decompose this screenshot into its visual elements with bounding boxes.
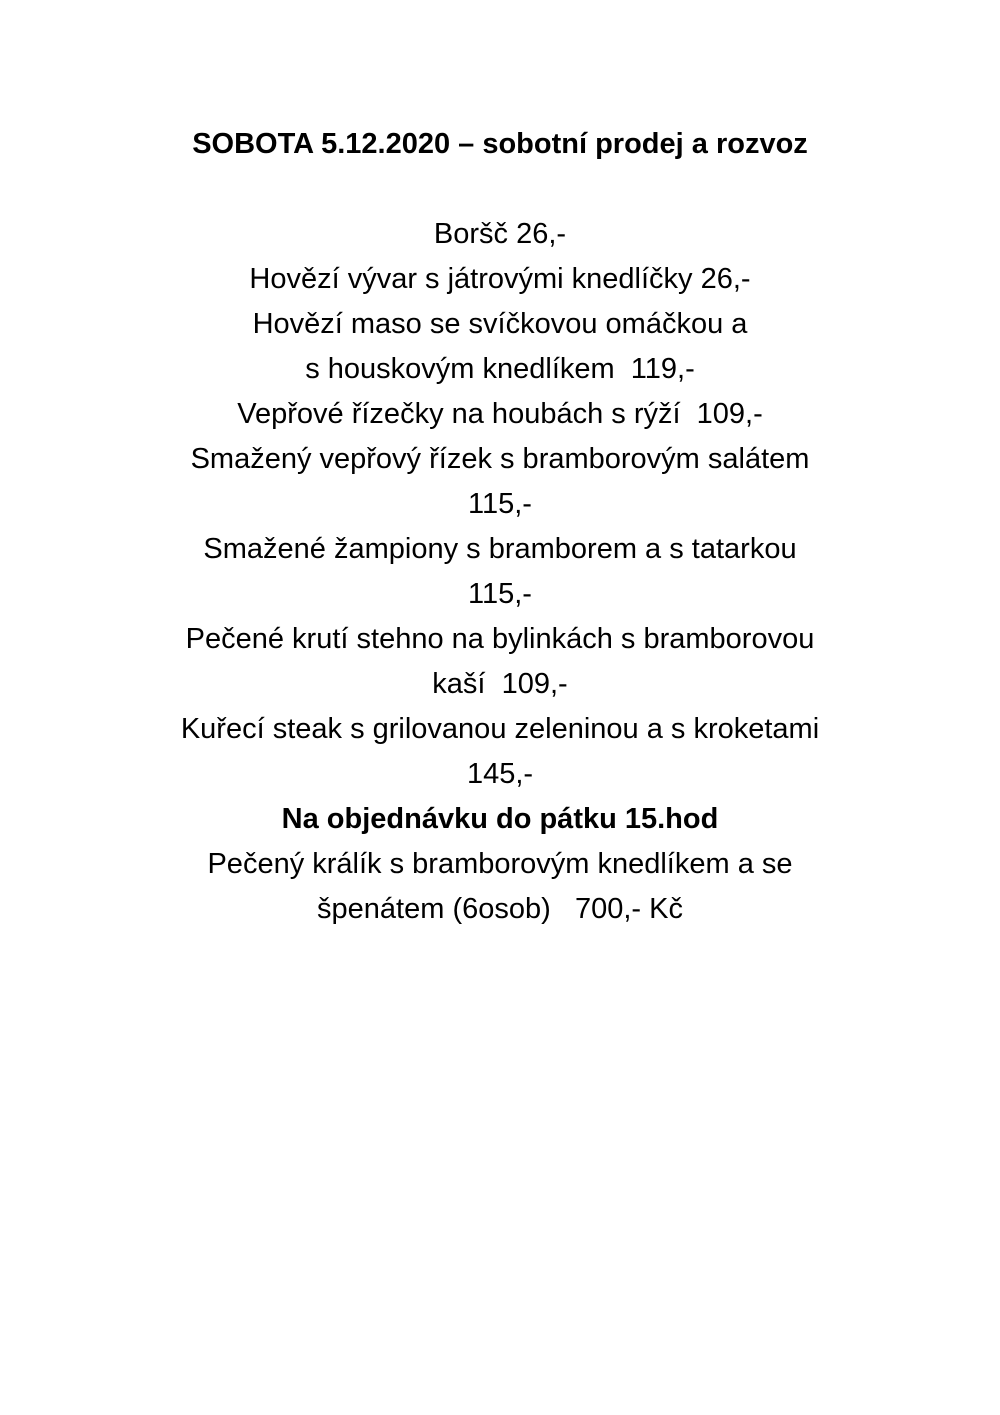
- menu-item-pork-cutlets: Vepřové řízečky na houbách s rýží 109,-: [237, 398, 763, 430]
- menu-list: [0, 212, 1000, 932]
- menu-item-schnitzel-line-1: Smažený vepřový řízek s bramborovým salátem: [190, 443, 810, 475]
- menu-item-beef-broth: Hovězí vývar s játrovými knedlíčky 26,-: [249, 263, 751, 295]
- menu-item-rabbit-line-2: špenátem (6osob) 700,- Kč: [317, 893, 683, 925]
- menu-item-mushrooms-price: 115,-: [468, 578, 532, 610]
- menu-item-svickova-line-2: s houskovým knedlíkem 119,-: [305, 353, 695, 385]
- menu-item-svickova-line-1: Hovězí maso se svíčkovou omáčkou a: [252, 308, 748, 340]
- menu-item-schnitzel-price: 115,-: [468, 488, 532, 520]
- menu-item-mushrooms-line-1: Smažené žampiony s bramborem a s tatarkou: [203, 533, 797, 565]
- menu-item-turkey-line-1: Pečené krutí stehno na bylinkách s bramborovou: [185, 623, 815, 655]
- page-title: SOBOTA 5.12.2020 – sobotní prodej a rozvoz: [192, 128, 808, 160]
- menu-item-chicken-line-1: Kuřecí steak s grilovanou zeleninou a s kroketami: [180, 713, 820, 745]
- menu-item-rabbit-line-1: Pečený králík s bramborovým knedlíkem a se: [207, 848, 793, 880]
- menu-item-turkey-line-2: kaší 109,-: [432, 668, 568, 700]
- menu-item-borsc: Boršč 26,-: [433, 218, 567, 250]
- menu-item-chicken-price: 145,-: [466, 758, 534, 790]
- order-notice-heading: Na objednávku do pátku 15.hod: [281, 803, 719, 835]
